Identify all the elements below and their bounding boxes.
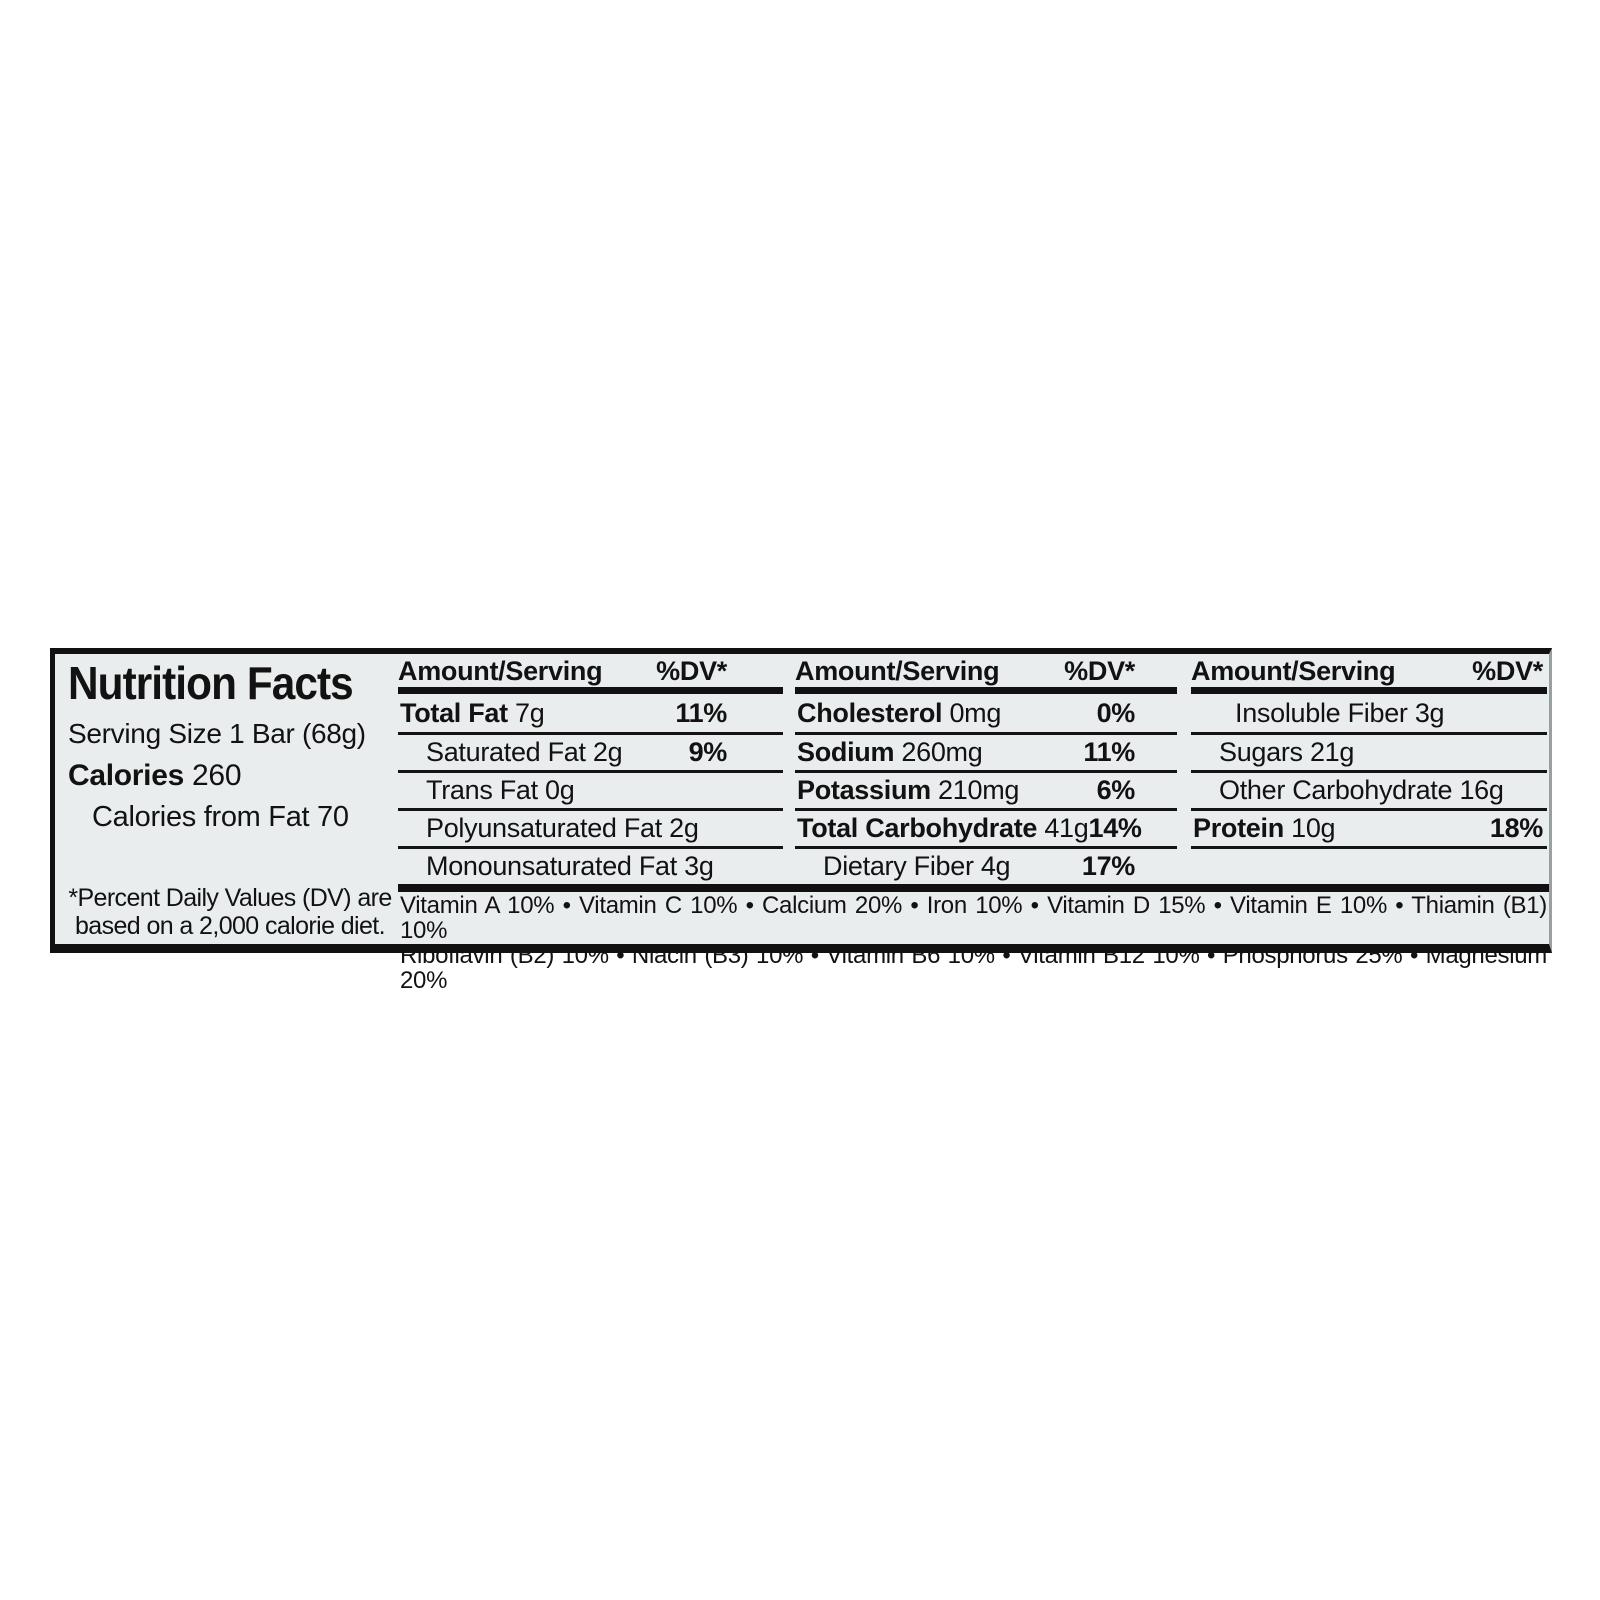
nutrient-dv: 14% — [1088, 813, 1142, 843]
row-dietary-fiber — [795, 846, 1177, 884]
row-saturated-fat — [398, 732, 783, 770]
fat-column — [398, 654, 783, 884]
nutrient-amount: 7g — [515, 697, 545, 728]
calories-label: Calories — [68, 759, 184, 792]
header-rule — [795, 687, 1177, 694]
amount-serving-header: Amount/Serving — [1191, 656, 1396, 686]
dv-footnote-line1: *Percent Daily Values (DV) are — [68, 884, 392, 912]
nutrient-amount: 21g — [1309, 737, 1355, 767]
nutrient-name: Other Carbohydrate — [1219, 775, 1453, 805]
nutrient-amount: 3g — [684, 851, 714, 881]
nutrient-name: Saturated Fat — [426, 737, 586, 767]
nutrient-name: Cholesterol — [797, 697, 943, 728]
row-potassium — [795, 770, 1177, 808]
dv-header: %DV* — [1064, 656, 1135, 686]
row-monounsaturated-fat — [398, 846, 783, 884]
nutrient-name: Dietary Fiber — [823, 851, 974, 881]
nutrient-dv: 0% — [1096, 697, 1135, 728]
nutrient-amount: 210mg — [938, 775, 1020, 805]
nutrient-name: Monounsaturated Fat — [426, 851, 677, 881]
nutrient-name: Sugars — [1219, 737, 1303, 767]
nutrient-name: Protein — [1193, 813, 1284, 843]
sugars-protein-column-header — [1191, 654, 1547, 687]
vitamins-minerals-section — [398, 884, 1549, 993]
fat-column-header — [398, 654, 783, 687]
nutrient-amount: 0mg — [949, 697, 1002, 728]
nutrition-label — [50, 648, 1552, 994]
dv-footnote-line2: based on a 2,000 calorie diet. — [74, 912, 385, 940]
amount-serving-header: Amount/Serving — [398, 656, 603, 686]
vitamins-line2: Riboflavin (B2) 10% • Niacin (B3) 10% • Vitamin B6 10% • Vitamin B12 10% • Phosphorus 25% • Magnesium 20% — [400, 942, 1547, 994]
row-empty — [1191, 846, 1547, 884]
nutrition-facts-title: Nutrition Facts — [68, 657, 353, 709]
vitamins-line1: Vitamin A 10% • Vitamin C 10% • Calcium 20% • Iron 10% • Vitamin D 15% • Vitamin E 10% • Thiamin (B1) 10% — [400, 892, 1547, 944]
dv-footnote — [68, 884, 392, 940]
nutrient-dv: 11% — [1083, 737, 1135, 767]
row-sugars — [1191, 732, 1547, 770]
nutrient-dv: 6% — [1096, 775, 1135, 805]
sugars-protein-column — [1191, 654, 1547, 884]
nutrient-dv: 9% — [688, 737, 727, 767]
nutrient-amount: 2g — [669, 813, 699, 843]
row-insoluble-fiber — [1191, 694, 1547, 732]
dv-header: %DV* — [656, 656, 727, 686]
row-cholesterol — [795, 694, 1177, 732]
nutrient-amount: 4g — [980, 851, 1011, 881]
header-rule — [398, 687, 783, 694]
nutrient-dv: 18% — [1489, 813, 1543, 843]
nutrient-amount: 16g — [1459, 775, 1504, 805]
label-identity-section — [55, 654, 398, 944]
nutrient-amount: 3g — [1414, 697, 1445, 728]
nutrient-amount: 260mg — [901, 737, 983, 767]
row-other-carbohydrate — [1191, 770, 1547, 808]
sodium-carb-column — [795, 654, 1177, 884]
row-total-fat — [398, 694, 783, 732]
nutrient-name: Polyunsaturated Fat — [426, 813, 662, 843]
calories-from-fat: Calories from Fat 70 — [92, 801, 349, 833]
row-sodium — [795, 732, 1177, 770]
nutrient-dv: 17% — [1081, 851, 1135, 881]
nutrient-dv: 11% — [675, 697, 727, 728]
nutrient-name: Total Carbohydrate — [797, 813, 1038, 843]
nutrient-name: Sodium — [797, 737, 895, 767]
nutrient-name: Trans Fat — [426, 775, 538, 805]
sodium-carb-column-header — [795, 654, 1177, 687]
header-rule — [1191, 687, 1547, 694]
row-total-carbohydrate — [795, 808, 1177, 846]
amount-serving-header: Amount/Serving — [795, 656, 1000, 686]
nutrient-amount: 2g — [592, 737, 623, 767]
row-trans-fat — [398, 770, 783, 808]
nutrient-amount: 41g — [1044, 813, 1089, 843]
calories-line — [68, 760, 392, 792]
row-protein — [1191, 808, 1547, 846]
nutrient-name: Total Fat — [400, 697, 508, 728]
serving-size: Serving Size 1 Bar (68g) — [68, 718, 366, 749]
nutrient-amount: 0g — [545, 775, 575, 805]
nutrient-columns — [398, 654, 1549, 884]
nutrient-amount: 10g — [1291, 813, 1336, 843]
dv-header: %DV* — [1472, 656, 1543, 686]
nutrient-name: Insoluble Fiber — [1235, 697, 1408, 728]
nutrient-table-area — [398, 654, 1549, 994]
nutrient-name: Potassium — [797, 775, 931, 805]
calories-value: 260 — [192, 759, 242, 792]
row-polyunsaturated-fat — [398, 808, 783, 846]
